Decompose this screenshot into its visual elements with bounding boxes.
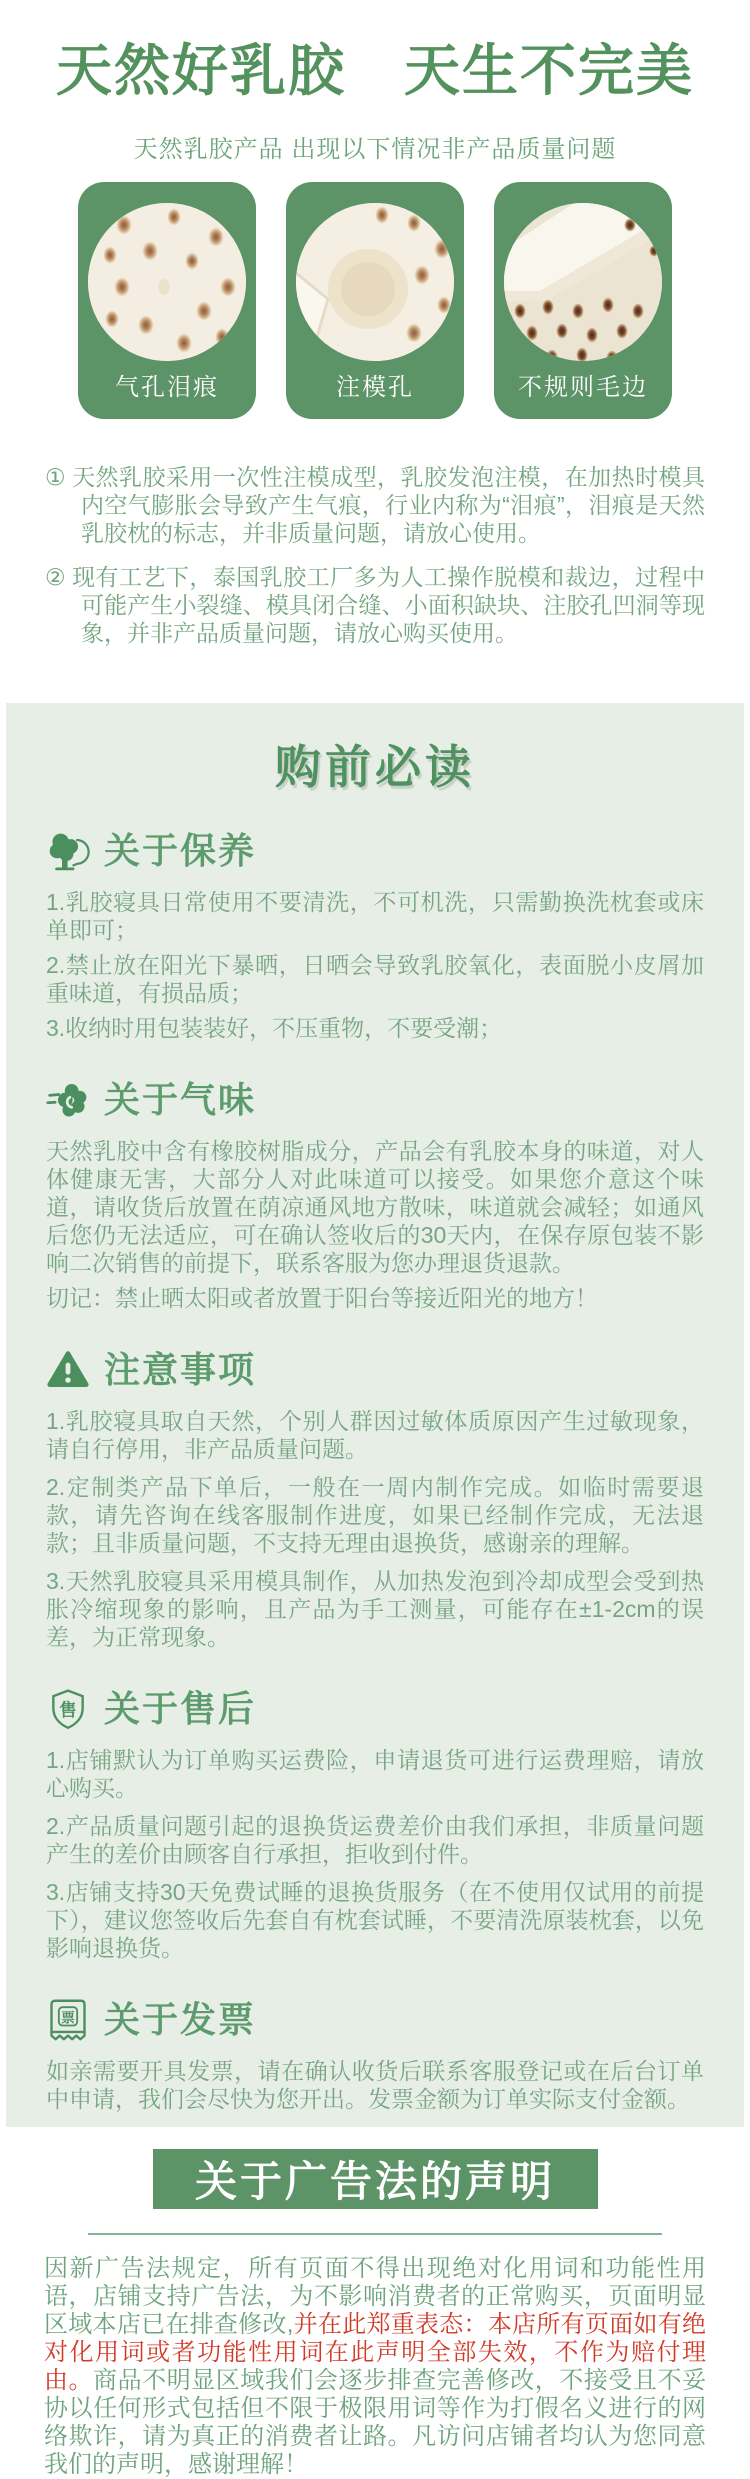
smell-paragraph: 天然乳胶中含有橡胶树脂成分，产品会有乳胶本身的味道，对人体健康无害，大部分人对此味道可以接受。如果您介意这个味道，请收货后放置在荫凉通风地方散味，味道就会减轻；如通风后您仍无法适应，可在确认签收后的30天内，在保存原包装不影响二次销售的前提下，联系客服为您办理退货退款。: [46, 1137, 704, 1277]
section-heading: 关于保养: [104, 829, 256, 873]
latex-pinholes-photo: [88, 203, 246, 361]
section-heading: 关于售后: [104, 1687, 256, 1731]
section-smell: [46, 1078, 704, 1312]
section-care: [46, 829, 704, 1042]
latex-mold-hole-photo: [296, 203, 454, 361]
care-item: 1.乳胶寝具日常使用不要清洗，不可机洗，只需勤换洗枕套或床单即可；: [46, 888, 704, 944]
circled-number: ②: [45, 564, 66, 590]
section-care-head: [46, 829, 704, 873]
scent-icon: [46, 1078, 90, 1122]
defect-card-mold-hole: [286, 182, 464, 419]
section-invoice-body: [46, 2057, 704, 2113]
warning-icon: [46, 1348, 90, 1392]
guide-title: 购前必读: [46, 741, 704, 793]
divider-line: [88, 2233, 662, 2235]
section-heading: 关于发票: [104, 1998, 256, 2042]
page-title: 天然好乳胶 天生不完美: [0, 40, 750, 102]
ticket-char: 票: [61, 2009, 75, 2025]
defect-notes: [0, 463, 750, 647]
section-care-body: [46, 888, 704, 1042]
section-invoice: [46, 1998, 704, 2113]
notice-item: 3.天然乳胶寝具采用模具制作，从加热发泡到冷却成型会受到热胀冷缩现象的影响，且产品为手工测量，可能存在±1-2cm的误差，为正常现象。: [46, 1567, 704, 1651]
section-invoice-head: [46, 1998, 704, 2042]
after-sale-item: 3.店铺支持30天免费试睡的退换货服务（在不使用仅试用的前提下），建议您签收后先套自有枕套试睡，不要清洗原装枕套，以免影响退换货。: [46, 1878, 704, 1962]
ad-text-red: 并在此郑重表态：本店所有页面如有绝对化用词或者功能性用词在此声明全部失效，不作为赔付理由。: [44, 2311, 706, 2394]
section-smell-body: [46, 1137, 704, 1312]
defect-note-1: [45, 463, 705, 547]
section-after-sale-body: [46, 1746, 704, 1962]
defect-cards-row: [0, 182, 750, 419]
hero: [0, 0, 750, 164]
circled-number: ①: [45, 464, 66, 490]
invoice-paragraph: 如亲需要开具发票，请在确认收货后联系客服登记或在后台订单中申请，我们会尽快为您开出。发票金额为订单实际支付金额。: [46, 2057, 704, 2113]
ad-law-banner: 关于广告法的声明: [153, 2149, 598, 2209]
after-sale-item: 1.店铺默认为订单购买运费险，申请退货可进行运费理赔，请放心购买。: [46, 1746, 704, 1802]
defect-note-text: 现有工艺下，泰国乳胶工厂多为人工操作脱模和裁边，过程中可能产生小裂缝、模具闭合缝、小面积缺块、注胶孔凹洞等现象，并非产品质量问题，请放心购买使用。: [72, 564, 705, 646]
section-notice-head: [46, 1348, 704, 1392]
page-subtitle: 天然乳胶产品 出现以下情况非产品质量问题: [0, 136, 750, 164]
care-item: 2.禁止放在阳光下暴晒，日晒会导致乳胶氧化，表面脱小皮屑加重味道，有损品质；: [46, 951, 704, 1007]
shield-icon: [46, 1687, 90, 1731]
defect-note-2: [45, 563, 705, 647]
pre-purchase-guide-panel: [6, 703, 744, 2127]
tree-icon: [46, 829, 90, 873]
care-item: 3.收纳时用包装装好，不压重物，不要受潮；: [46, 1014, 704, 1042]
section-heading: 关于气味: [104, 1078, 256, 1122]
section-heading: 注意事项: [104, 1348, 256, 1392]
section-after-sale: [46, 1687, 704, 1962]
defect-card-rough-edge: [494, 182, 672, 419]
defect-card-label: 气孔泪痕: [78, 367, 256, 402]
ad-text-before: 因新广告法规定，所有页面不得出现绝对化用词和功能性用语，店铺支持广告法，为不影响消费者的正常购买，页面明显区域本店已在排查修改,: [44, 2255, 706, 2338]
section-notice: [46, 1348, 704, 1651]
smell-warning: 切记：禁止晒太阳或者放置于阳台等接近阳光的地方！: [46, 1284, 704, 1312]
defect-note-text: 天然乳胶采用一次性注模成型，乳胶发泡注模，在加热时模具内空气膨胀会导致产生气痕，行业内称为“泪痕”，泪痕是天然乳胶枕的标志，并非质量问题，请放心使用。: [72, 464, 705, 546]
after-sale-item: 2.产品质量问题引起的退换货运费差价由我们承担，非质量问题产生的差价由顾客自行承担，拒收到付件。: [46, 1812, 704, 1868]
defect-card-pinholes: [78, 182, 256, 419]
ad-law-statement: [44, 2255, 706, 2479]
section-smell-head: [46, 1078, 704, 1122]
notice-item: 2.定制类产品下单后，一般在一周内制作完成。如临时需要退款，请先咨询在线客服制作进度，如果已经制作完成，无法退款；且非质量问题，不支持无理由退换货，感谢亲的理解。: [46, 1473, 704, 1557]
shield-char: 售: [59, 1700, 76, 1720]
notice-item: 1.乳胶寝具取自天然，个别人群因过敏体质原因产生过敏现象，请自行停用，非产品质量问题。: [46, 1407, 704, 1463]
section-after-sale-head: [46, 1687, 704, 1731]
section-notice-body: [46, 1407, 704, 1651]
defect-card-label: 注模孔: [286, 367, 464, 402]
defect-card-label: 不规则毛边: [494, 367, 672, 402]
latex-rough-edge-photo: [504, 203, 662, 361]
ad-text-after: 商品不明显区域我们会逐步排查完善修改，不接受且不妥协以任何形式包括但不限于极限用词等作为打假名义进行的网络欺诈，请为真正的消费者让路。凡访问店铺者均认为您同意我们的声明，感谢理解！: [44, 2367, 706, 2478]
invoice-icon: [46, 1998, 90, 2042]
